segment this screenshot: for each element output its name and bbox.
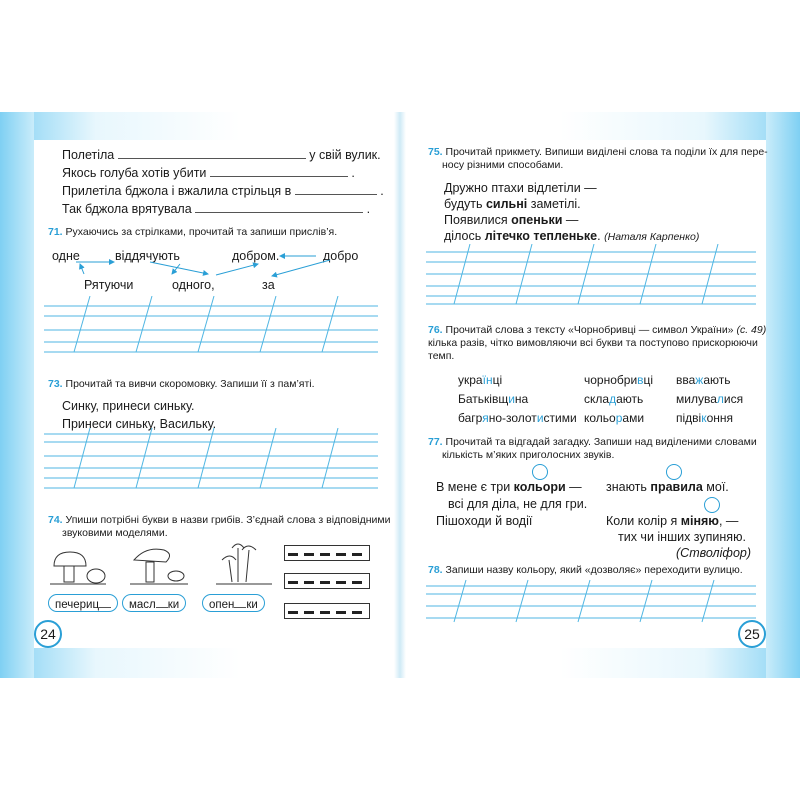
word-odnoho: одного, [172,278,215,292]
word-ukraintsi: українці [458,373,503,387]
reading-arrows [40,250,380,290]
page-number-right: 25 [738,620,766,648]
exercise-76-task-cont: кілька разів, чітко вимовляючи всі букви та поступово прискорюючи [428,337,758,349]
exercise-76-task-cont2: темп. [428,350,455,362]
word-za: за [262,278,275,292]
word-dobrom: добром. [232,249,280,263]
poem-line-3: Прилетіла бджола і вжалила стрільця в . [62,184,384,198]
writing-lines-71 [44,296,378,354]
sign-line-2: будуть сильні заметілі. [444,197,581,211]
sign-line-4: ділось літечко тепленьке. (Наталя Карпенко) [444,229,700,243]
sign-line-3: Появилися опеньки — [444,213,579,227]
riddle-right-2: Коли колір я міняю, — [606,514,739,528]
word-batkivshchyna: Батьківщина [458,392,529,406]
mushroom-word-2[interactable]: масл ки [122,594,186,612]
answer-circle-2[interactable] [666,464,682,480]
exercise-74-task-cont: звуковими моделями. [62,527,168,539]
mushroom-word-3[interactable]: опен ки [202,594,265,612]
answer-blank[interactable] [295,182,377,195]
answer-blank[interactable] [210,164,348,177]
mushroom-honey-icon [212,538,276,588]
book-spine [394,112,406,678]
word-dobro: добро [323,249,359,263]
answer-circle-1[interactable] [532,464,548,480]
answer-circle-3[interactable] [704,497,720,513]
riddle-left-1: В мене є три кольори — [436,480,582,494]
mushroom-word-1[interactable]: печериц [48,594,118,612]
left-margin-band [0,112,34,678]
writing-lines-73 [44,428,378,490]
exercise-75-task-cont: носу різними способами. [442,159,564,171]
tongue-twister-line-2: Принеси синьку, Васильку. [62,417,217,431]
tongue-twister-line-1: Синку, принеси синьку. [62,399,195,413]
word-pidvikonnia: підвіконня [676,411,734,425]
riddle-left-3: Пішоходи й водії [436,514,533,528]
word-viddiachuiut: віддячують [115,249,180,263]
word-koloramy: кольорами [584,411,645,425]
exercise-77-task-cont: кількість м’яких приголосних звуків. [442,449,615,461]
word-riatuiuchy: Рятуючи [84,278,134,292]
mushroom-champignon-icon [46,548,110,588]
word-myluvalysia: милувалися [676,392,744,406]
riddle-author: (Стволіфор) [676,546,752,560]
writing-lines-75 [426,244,756,306]
riddle-left-2: всі для діла, не для гри. [448,497,588,511]
exercise-75-task: 75. Прочитай прикмету. Випиши виділені слова та поділи їх для пере- [428,146,768,158]
right-margin-band [766,112,800,678]
sign-line-1: Дружно птахи відлетіли — [444,181,597,195]
word-skladaiut: складають [584,392,644,406]
mushroom-butter-icon [128,544,192,588]
answer-blank[interactable] [118,146,306,159]
exercise-74-task: 74. Упиши потрібні букви в назви грибів. З’єднай слова з відповідними [48,514,391,526]
exercise-78-task: 78. Запиши назву кольору, який «дозволяє» переходити вулицю. [428,564,743,576]
answer-blank[interactable] [195,200,363,213]
page-number-left: 24 [34,620,62,648]
word-odne: одне [52,249,80,263]
riddle-right-1: знають правила мої. [606,480,729,494]
sound-model-marks [286,548,368,620]
word-chornobryvtsi: чорнобривці [584,373,654,387]
poem-line-2: Якось голуба хотів убити . [62,166,355,180]
poem-line-1: Полетіла у свій вулик. [62,148,381,162]
poem-line-4: Так бджола врятувала . [62,202,371,216]
exercise-76-task: 76. Прочитай слова з тексту «Чорнобривці — символ України» (с. 49) [428,324,767,336]
word-bahriano-zolotystymy: багряно-золотистими [458,411,577,425]
writing-lines-78 [426,578,756,624]
exercise-73-task: 73. Прочитай та вивчи скоромовку. Запиши її з пам’яті. [48,378,315,390]
exercise-71-task: 71. Рухаючись за стрілками, прочитай та запиши прислів’я. [48,226,338,238]
riddle-right-3: тих чи інших зупиняю. [618,530,746,544]
exercise-77-task: 77. Прочитай та відгадай загадку. Запиши над виділеними словами [428,436,757,448]
word-vvazhaiut: вважають [676,373,731,387]
